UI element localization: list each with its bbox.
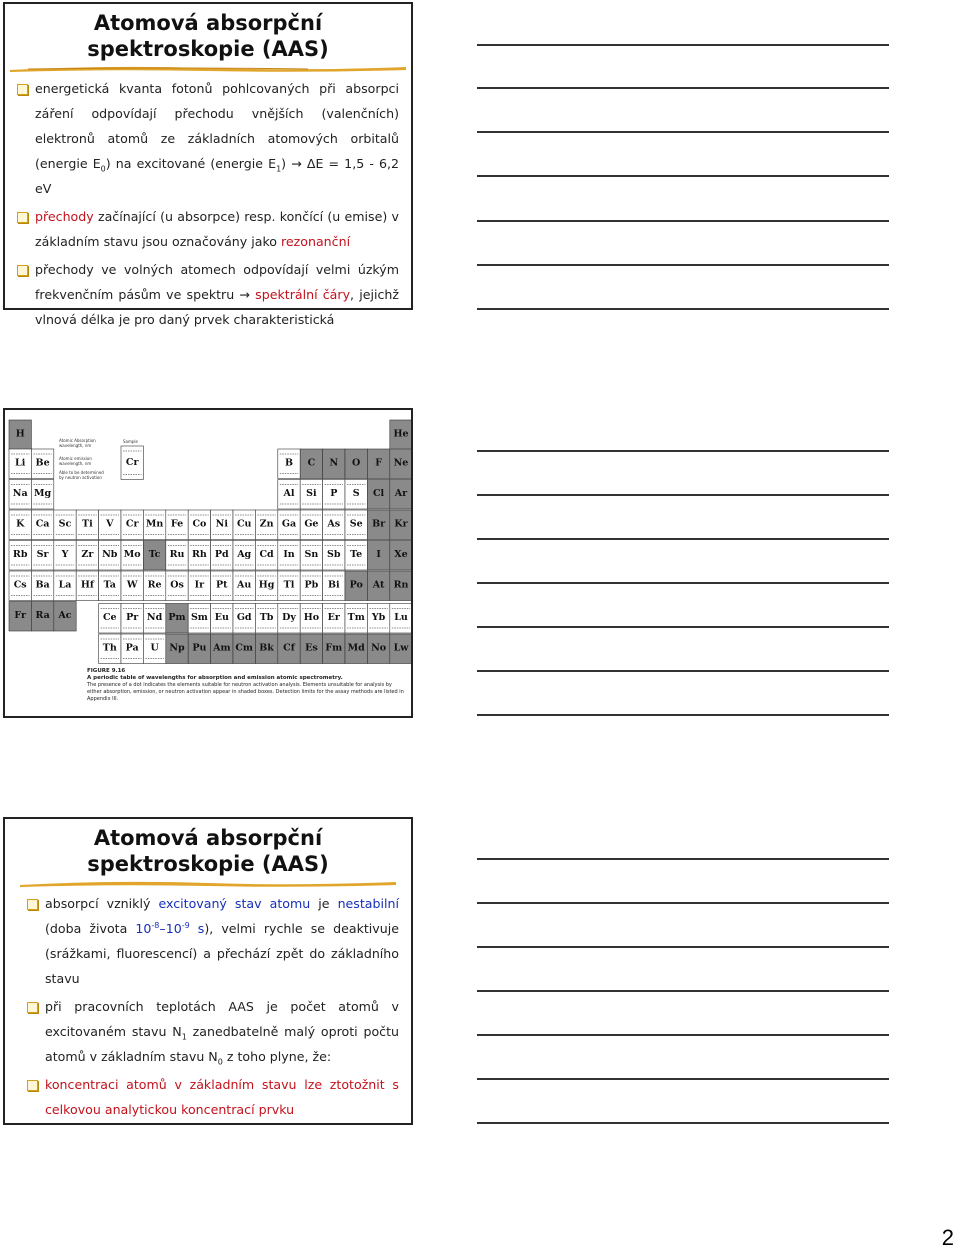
svg-text:Zn: Zn [259,518,274,530]
element-cell-at [367,571,389,601]
text: absorpcí vzniklý [45,896,159,911]
note-line [477,1122,889,1124]
bullet-box-icon [17,265,28,276]
element-cell-si [300,480,322,510]
element-cell-ru [166,541,188,571]
element-cell-ra [31,602,53,632]
element-cell-sn [300,541,322,571]
note-line [477,902,889,904]
element-cell-nb [99,541,121,571]
svg-text:Es: Es [305,642,318,654]
bullet-item [25,891,399,991]
svg-text:Kr: Kr [394,518,408,530]
svg-text:Ra: Ra [35,610,50,622]
element-cell-hg [255,571,277,601]
note-line [477,670,889,672]
svg-text:Hg: Hg [258,579,275,591]
element-cell-br [367,510,389,540]
svg-text:He: He [393,428,409,440]
element-cell-na [9,480,31,510]
highlight-text: excitovaný stav atomu [158,896,311,911]
caption-text: The presence of a dot indicates the elements suitable for neutron activation analysis. Elements unsuitable for analysis by either absorption, emission, or neutron activation appear in shaded boxes. Detection limits for the assay methods are listed in Appendix III. [87,682,404,702]
element-cell-ho [300,604,322,634]
title-underline-brush [8,64,408,74]
element-cell-cu [233,510,255,540]
svg-text:Ga: Ga [281,518,297,530]
bullet-list [5,891,411,1122]
element-cell-os [166,571,188,601]
element-cell-f [367,449,389,479]
bullet-item [25,994,399,1069]
svg-text:Cd: Cd [259,549,274,561]
svg-text:Pd: Pd [214,549,229,561]
text: přechody ve volných atomech odpovídají velmi úzkým frekvenčním pásům ve spektru [35,262,399,302]
element-cell-ac [54,602,76,632]
svg-text:Cf: Cf [283,642,295,654]
element-cell-am [211,634,233,664]
element-cell-zr [76,541,98,571]
element-cell-ca [31,510,53,540]
element-cell-bk [255,634,277,664]
svg-text:Fm: Fm [325,642,343,654]
svg-text:Co: Co [192,518,207,530]
subscript: 1 [276,164,282,174]
slide-title [5,10,411,62]
svg-text:C: C [307,457,316,469]
element-cell-sb [323,541,345,571]
highlight-text: rezonanční [281,234,351,249]
element-cell-mg [31,480,53,510]
svg-text:Ni: Ni [215,518,228,530]
subscript: 0 [100,164,106,174]
svg-text:Mn: Mn [145,518,164,530]
svg-text:Sr: Sr [36,549,49,561]
element-cell-no [367,634,389,664]
text: z toho plyne, že: [222,1049,332,1064]
element-cell-ta [99,571,121,601]
element-cell-be [31,449,53,479]
note-line [477,714,889,716]
element-cell-o [345,449,367,479]
svg-text:Ta: Ta [103,579,116,591]
element-cell-rh [188,541,210,571]
svg-text:Se: Se [349,518,363,530]
svg-text:Rh: Rh [191,549,207,561]
text: zanedbatelně malý oproti počtu atomů v základním stavu N [45,1024,399,1064]
svg-text:I: I [376,549,381,561]
svg-text:Cm: Cm [235,642,254,654]
svg-text:Os: Os [170,579,184,591]
element-cell-v [99,510,121,540]
svg-text:Th: Th [102,642,117,654]
bullet-box-icon [17,84,28,95]
svg-text:S: S [352,488,360,500]
svg-text:Ru: Ru [169,549,185,561]
element-cell-li [9,449,31,479]
element-cell-as [323,510,345,540]
key-label: Atomic Absorption wavelength, nm [59,438,96,448]
bullet-box-icon [27,899,38,910]
element-cell-po [345,571,367,601]
text: energetická kvanta fotonů pohlcovaných při absorpci záření odpovídají přechodu vnějších (valenčních) elektronů atomů ze základních atomových orbitalů (energie E [35,81,399,171]
svg-text:Nd: Nd [146,612,163,624]
subscript: 1 [181,1032,187,1042]
element-cell-cs [9,571,31,601]
svg-text:Pt: Pt [216,579,228,591]
element-cell-p [323,480,345,510]
element-cell-ti [76,510,98,540]
note-line [477,44,889,46]
element-cell-ne [390,449,411,479]
svg-text:Dy: Dy [282,612,296,624]
svg-text:Au: Au [237,579,252,591]
svg-text:Ir: Ir [194,579,205,591]
svg-text:Cl: Cl [373,488,385,500]
arrow-icon: → [239,287,250,302]
element-cell-mn [143,510,165,540]
element-cell-ga [278,510,300,540]
element-cell-np [166,634,188,664]
svg-text:Gd: Gd [236,612,252,624]
element-cell-co [188,510,210,540]
note-line [477,450,889,452]
highlight-text: –10 [159,921,182,936]
note-line [477,220,889,222]
element-cell-tc [143,541,165,571]
svg-text:Fr: Fr [14,610,26,622]
svg-text:Br: Br [372,518,386,530]
svg-text:Ac: Ac [58,610,72,622]
svg-text:F: F [375,457,382,469]
element-cell-w [121,571,143,601]
svg-text:Nb: Nb [102,549,118,561]
text: (doba života [45,921,136,936]
element-cell-ag [233,541,255,571]
svg-text:Ag: Ag [237,549,252,561]
element-cell-cm [233,634,255,664]
text: ΔE = 1,5 - 6,2 eV [35,156,399,196]
note-line [477,626,889,628]
svg-text:V: V [106,518,114,530]
svg-text:No: No [371,642,387,654]
slide-title [5,825,411,877]
svg-text:Rb: Rb [12,549,28,561]
element-cell-re [143,571,165,601]
svg-text:Bi: Bi [327,579,340,591]
element-cell-fe [166,510,188,540]
svg-text:Cr: Cr [125,518,139,530]
slide-periodic-table [3,408,413,718]
svg-text:Ce: Ce [102,612,117,624]
svg-text:W: W [126,579,138,591]
svg-text:Sm: Sm [190,612,208,624]
element-cell-h [9,420,31,450]
element-cell-tb [255,604,277,634]
title-underline-brush [18,879,398,889]
svg-text:Er: Er [327,612,340,624]
note-line [477,1034,889,1036]
note-line [477,131,889,133]
title-line-2: spektroskopie (AAS) [87,37,329,61]
element-cell-lw [390,634,411,664]
element-cell-cr [121,510,143,540]
legend-key-sample [123,439,138,444]
note-line [477,175,889,177]
element-cell-xe [390,541,411,571]
element-cell-la [54,571,76,601]
legend-key [59,438,109,480]
svg-text:La: La [58,579,72,591]
svg-text:Md: Md [347,642,365,654]
element-cell-te [345,541,367,571]
element-cell-s [345,480,367,510]
svg-text:At: At [372,579,385,591]
superscript: -8 [151,920,160,930]
note-line [477,1078,889,1080]
element-cell-c [300,449,322,479]
svg-text:Ar: Ar [394,488,408,500]
element-cell-ni [211,510,233,540]
highlight-text: koncentraci atomů v základním stavu lze ztotožnit s celkovou analytickou koncentrací prvku [45,1077,399,1117]
svg-text:Sb: Sb [327,549,341,561]
element-cell-cd [255,541,277,571]
svg-text:K: K [16,518,25,530]
note-line [477,264,889,266]
svg-text:B: B [284,457,294,469]
svg-text:Pa: Pa [125,642,139,654]
svg-text:Po: Po [349,579,363,591]
bullet-box-icon [27,1080,38,1091]
svg-text:Ne: Ne [393,457,409,469]
element-cell-eu [211,604,233,634]
svg-text:Mo: Mo [123,549,141,561]
svg-text:Pb: Pb [304,579,319,591]
element-cell-ar [390,480,411,510]
highlight-text: s [189,921,205,936]
element-cell-in [278,541,300,571]
bullet-item [15,257,399,332]
title-line-2: spektroskopie (AAS) [87,852,329,876]
element-cell-yb [367,604,389,634]
element-cell-md [345,634,367,664]
svg-text:Tc: Tc [148,549,161,561]
element-cell-cr [121,446,143,480]
bullet-item [15,76,399,201]
caption-title: A periodic table of wavelengths for absorption and emission atomic spectrometry. [87,675,343,681]
text: ) [281,156,292,171]
svg-text:O: O [352,457,361,469]
svg-text:U: U [150,642,159,654]
svg-text:Be: Be [35,457,50,469]
element-cell-ce [99,604,121,634]
text: ), velmi rychle se deaktivuje (srážkami, fluorescencí) a přechází zpět do základního stavu [45,921,399,986]
element-cell-zn [255,510,277,540]
svg-text:Re: Re [147,579,162,591]
svg-text:Ge: Ge [304,518,319,530]
svg-text:Rn: Rn [393,579,409,591]
highlight-text: nestabilní [337,896,399,911]
highlight-text: přechody [35,209,94,224]
bullet-item [25,1072,399,1122]
element-cell-hf [76,571,98,601]
arrow-icon: → [291,156,302,171]
text: je [310,896,338,911]
svg-text:Pu: Pu [192,642,207,654]
text: ) na excitované (energie E [105,156,277,171]
element-cell-ir [188,571,210,601]
element-cell-sc [54,510,76,540]
element-cell-pd [211,541,233,571]
highlight-text: spektrální čáry [255,287,351,302]
svg-text:Lw: Lw [393,642,409,654]
svg-text:Tl: Tl [283,579,295,591]
note-line [477,494,889,496]
slide-aas-intro [3,2,413,327]
svg-text:Fe: Fe [170,518,184,530]
svg-text:Ca: Ca [35,518,50,530]
element-cell-fm [323,634,345,664]
svg-text:Na: Na [12,488,28,500]
text: začínající (u absorpce) resp. končící (u emise) v základním stavu jsou označovány jako [35,209,399,249]
element-cell-tm [345,604,367,634]
key-label: Able to be determined by neutron activation [59,470,104,480]
element-cell-al [278,480,300,510]
bullet-list [5,76,411,332]
svg-text:Np: Np [169,642,185,654]
element-cell-tl [278,571,300,601]
note-line [477,538,889,540]
svg-text:Mg: Mg [34,488,52,500]
element-cell-b [278,449,300,479]
svg-text:Am: Am [213,642,231,654]
element-cell-er [323,604,345,634]
svg-text:Zr: Zr [81,549,94,561]
svg-text:Sn: Sn [304,549,319,561]
svg-text:Eu: Eu [214,612,229,624]
svg-text:Cu: Cu [236,518,252,530]
title-line-1: Atomová absorpční [93,11,323,35]
svg-text:Y: Y [61,549,69,561]
element-cell-gd [233,604,255,634]
svg-text:Xe: Xe [394,549,408,561]
note-line [477,308,889,310]
svg-text:N: N [329,457,339,469]
element-cell-th [99,634,121,664]
element-cell-i [367,541,389,571]
subscript: 0 [217,1057,223,1067]
note-line [477,990,889,992]
svg-text:Yb: Yb [371,612,386,624]
svg-text:Cr: Cr [125,456,139,468]
svg-text:Hf: Hf [80,579,94,591]
svg-text:H: H [15,428,25,440]
element-cell-pm [166,604,188,634]
element-cell-n [323,449,345,479]
element-cell-lu [390,604,411,634]
element-cell-pt [211,571,233,601]
element-cell-pa [121,634,143,664]
element-cell-sr [31,541,53,571]
svg-text:Al: Al [283,488,295,500]
element-cell-ba [31,571,53,601]
element-cell-nd [143,604,165,634]
bullet-box-icon [27,1002,38,1013]
svg-text:Si: Si [306,488,317,500]
page-number: 2 [941,1225,954,1250]
note-line [477,87,889,89]
element-cell-sm [188,604,210,634]
element-cell-au [233,571,255,601]
figure-caption [87,668,407,703]
svg-text:In: In [283,549,295,561]
text: při pracovních teplotách AAS je počet atomů v excitovaném stavu N [45,999,399,1039]
svg-text:Sc: Sc [58,518,72,530]
element-cell-dy [278,604,300,634]
element-cell-cf [278,634,300,664]
bullet-box-icon [17,212,28,223]
superscript: -9 [181,920,190,930]
element-cell-se [345,510,367,540]
svg-text:Lu: Lu [394,612,408,624]
svg-text:Tb: Tb [259,612,274,624]
element-cell-es [300,634,322,664]
element-cell-cl [367,480,389,510]
svg-text:Tm: Tm [347,612,365,624]
element-cell-he [390,420,411,450]
svg-text:Li: Li [15,457,26,469]
element-cell-pr [121,604,143,634]
key-label: Atomic emission wavelength, nm [59,456,92,466]
figure-label: FIGURE 9.16 [87,668,126,674]
key-label: Sample [123,439,138,444]
title-line-1: Atomová absorpční [93,826,323,850]
note-line [477,946,889,948]
svg-text:Ba: Ba [35,579,50,591]
element-cell-rn [390,571,411,601]
note-line [477,582,889,584]
svg-text:Pm: Pm [168,612,186,624]
bullet-item [15,204,399,254]
element-cell-pu [188,634,210,664]
highlight-text: 10 [135,921,152,936]
element-cell-mo [121,541,143,571]
svg-text:Bk: Bk [259,642,274,654]
svg-text:P: P [330,488,338,500]
slide-aas-excitation [3,817,413,1125]
element-cell-bi [323,571,345,601]
element-cell-pb [300,571,322,601]
text: , jejichž vlnová délka je pro daný prvek charakteristická [35,287,399,327]
element-cell-rb [9,541,31,571]
svg-text:Te: Te [350,549,363,561]
svg-text:Ho: Ho [303,612,320,624]
svg-text:Ti: Ti [82,518,93,530]
element-cell-ge [300,510,322,540]
element-cell-y [54,541,76,571]
element-cell-u [143,634,165,664]
element-cell-kr [390,510,411,540]
svg-text:Pr: Pr [126,612,139,624]
svg-text:Cs: Cs [13,579,27,591]
note-line [477,858,889,860]
element-cell-k [9,510,31,540]
element-cell-fr [9,602,31,632]
svg-text:As: As [327,518,341,530]
